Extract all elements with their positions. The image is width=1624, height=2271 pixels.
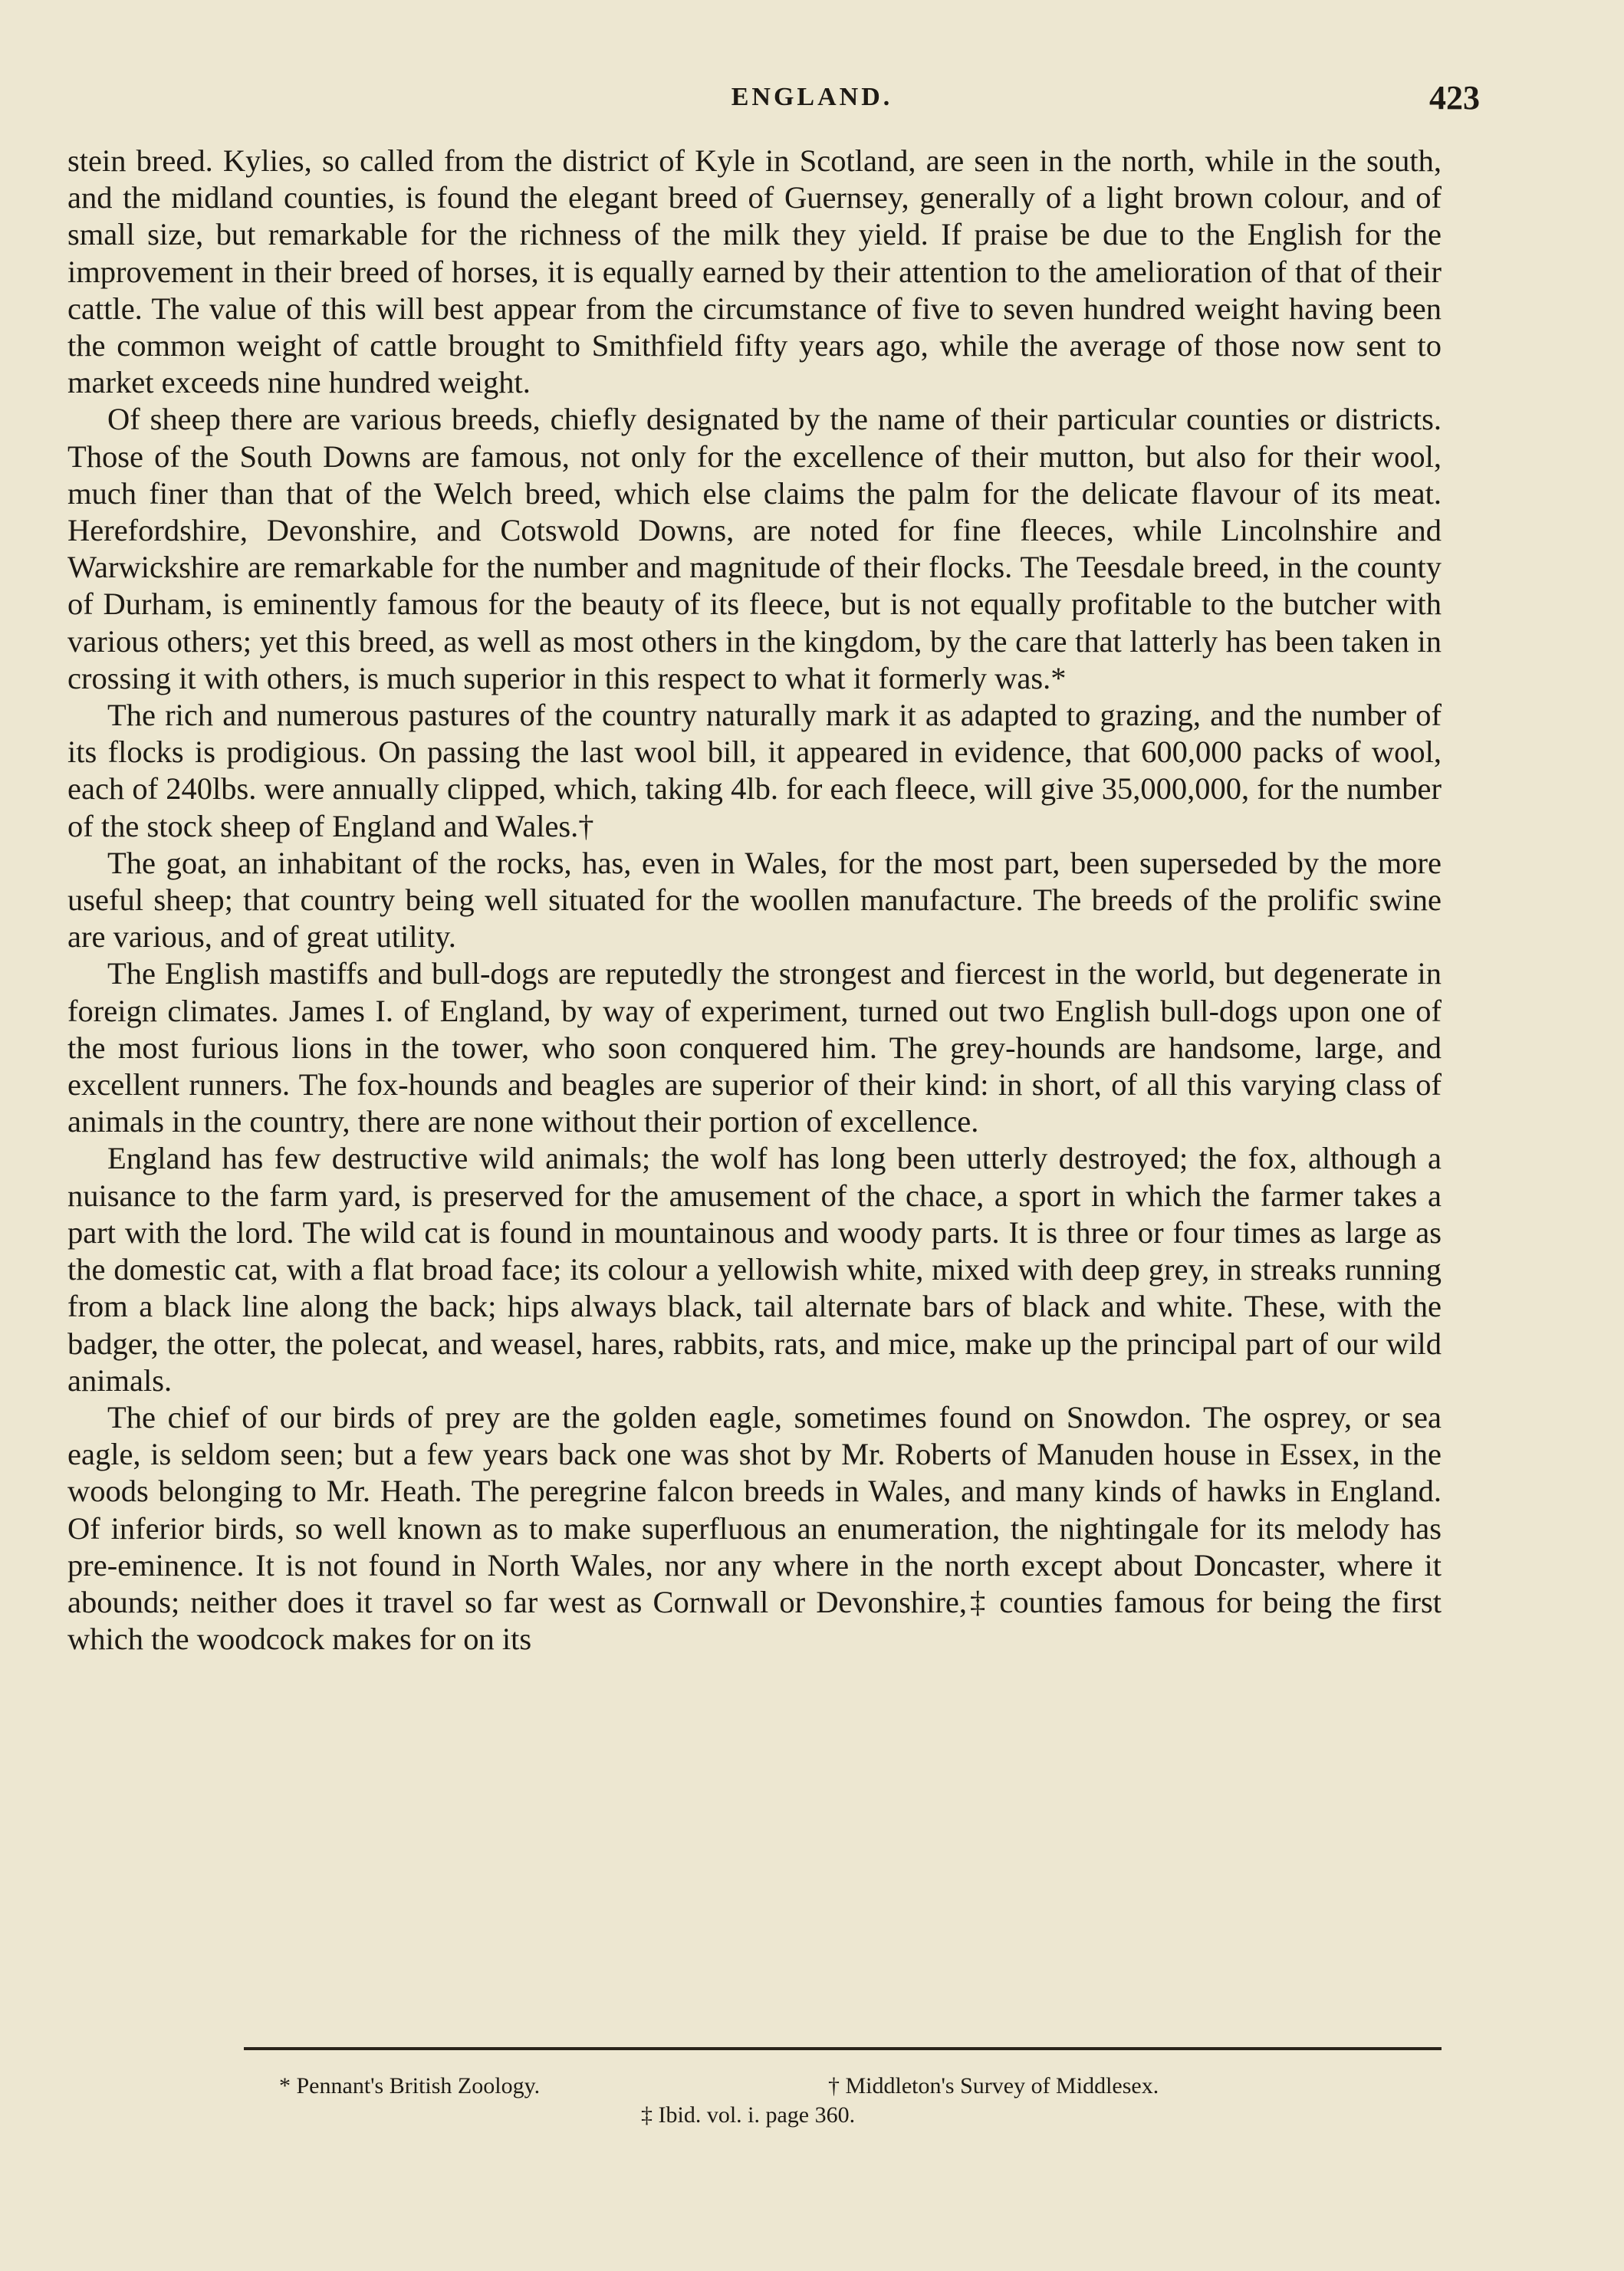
footnotes [0,2072,1624,2130]
paragraph-wild-animals: England has few destructive wild animals; the wolf has long been utterly destroyed; the fox, although a nuisance to the farm yard, is preserved for the amusement of the chace, a sport in which the farmer takes a part with the lord. The wild cat is found in mountainous and woody parts. It is three or four times as large as the domestic cat, with a flat broad face; its colour a yellowish white, mixed with deep grey, in streaks running from a black line along the back; hips always black, tail alternate bars of black and white. These, with the badger, the otter, the polecat, and weasel, hares, rabbits, rats, and mice, make up the principal part of our wild animals. [67,1141,1442,1398]
footnote-middleton: † Middleton's Survey of Middlesex. [828,2073,1159,2098]
paragraph-goat-swine: The goat, an inhabitant of the rocks, has, even in Wales, for the most part, been superseded by the more useful sheep; that country being well situated for the woollen manufacture. The breeds of the prolific swine are various, and of great utility. [67,845,1442,955]
paragraph-dogs: The English mastiffs and bull-dogs are reputedly the strongest and fiercest in the world, but degenerate in foreign climates. James I. of England, by way of experiment, turned out two English bull-dogs upon one of the most furious lions in the tower, who soon conquered him. The grey-hounds are handsome, large, and excellent runners. The fox-hounds and beagles are superior of their kind: in short, of all this varying class of animals in the country, there are none without their portion of excellence. [67,956,1442,1139]
paragraph-cattle-continued: stein breed. Kylies, so called from the district of Kyle in Scotland, are seen in the north, while in the south, and the midland counties, is found the elegant breed of Guernsey, generally of a light brown colour, and of small size, but remarkable for the richness of the milk they yield. If praise be due to the English for the improvement in their breed of horses, it is equally earned by their attention to the amelioration of that of their cattle. The value of this will best appear from the circumstance of five to seven hundred weight having been the common weight of cattle brought to Smithfield fifty years ago, while the average of those now sent to market exceeds nine hundred weight. [67,143,1442,400]
running-title: ENGLAND. [731,83,893,111]
running-head [0,79,1624,121]
paragraph-sheep-breeds: Of sheep there are various breeds, chiefly designated by the name of their particular counties or districts. Those of the South Downs are famous, not only for the excellence of their mutton, but also for their wool, much finer than that of the Welch breed, which else claims the palm for the delicate flavour of its meat. Herefordshire, Devonshire, and Cotswold Downs, are noted for fine fleeces, while Lincolnshire and Warwickshire are remarkable for the number and magnitude of their flocks. The Teesdale breed, in the county of Durham, is eminently famous for the beauty of its fleece, but is not equally profitable to the butcher with various others; yet this breed, as well as most others in the kingdom, by the care that latterly has been taken in crossing it with others, is much superior in this respect to what it formerly was.* [67,402,1442,695]
footnote-ibid: ‡ Ibid. vol. i. page 360. [641,2102,856,2128]
paragraph-pastures: The rich and numerous pastures of the country naturally mark it as adapted to grazing, and the number of its flocks is prodigious. On passing the last wool bill, it appeared in evidence, that 600,000 packs of wool, each of 240lbs. were annually clipped, which, taking 4lb. for each fleece, will give 35,000,000, for the number of the stock sheep of England and Wales.† [67,698,1442,843]
body-text [67,143,1442,1658]
footnote-rule [244,2047,1442,2050]
footnote-pennant: * Pennant's British Zoology. [279,2073,541,2098]
page-number: 423 [1429,79,1480,117]
paragraph-birds-of-prey: The chief of our birds of prey are the golden eagle, sometimes found on Snowdon. The osprey, or sea eagle, is seldom seen; but a few years back one was shot by Mr. Roberts of Manuden house in Essex, in the woods belonging to Mr. Heath. The peregrine falcon breeds in Wales, and many kinds of hawks in England. Of inferior birds, so well known as to make superfluous an enumeration, the nightingale for its melody has pre-eminence. It is not found in North Wales, nor any where in the north except about Doncaster, where it abounds; neither does it travel so far west as Cornwall or Devonshire,‡ counties famous for being the first which the woodcock makes for on its [67,1399,1442,1657]
